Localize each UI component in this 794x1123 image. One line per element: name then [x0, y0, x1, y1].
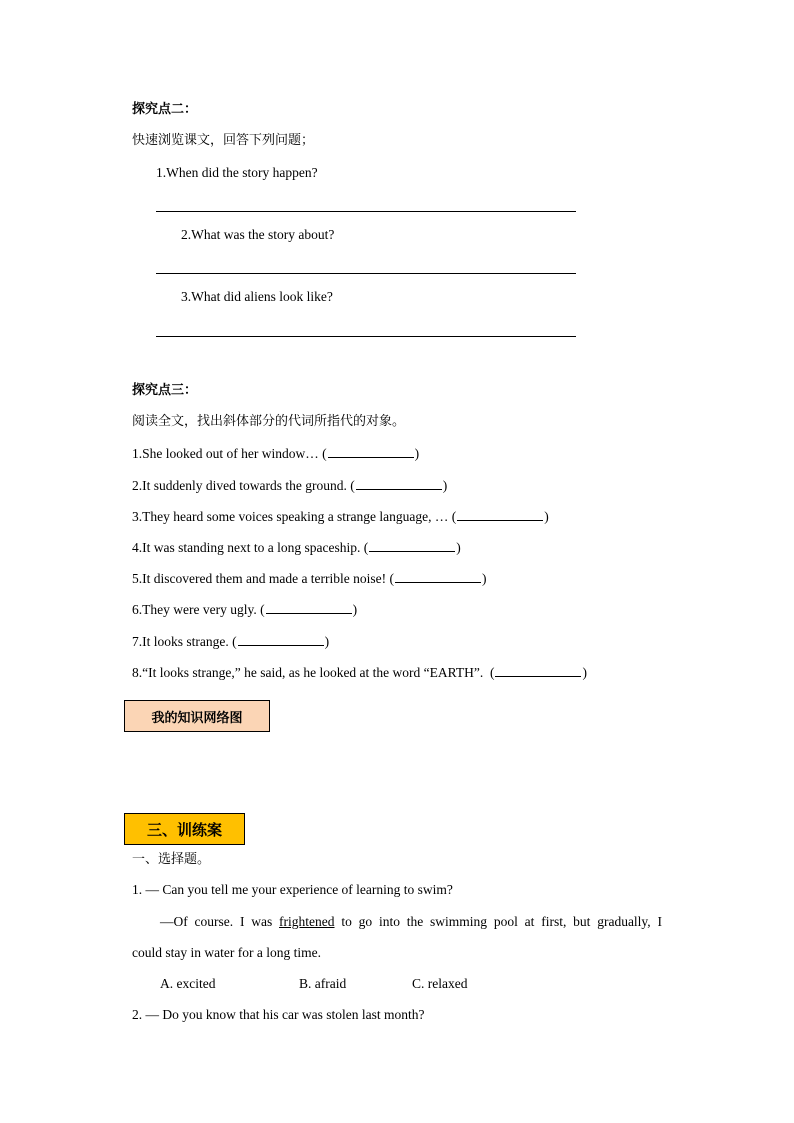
blank-field[interactable]	[495, 665, 581, 677]
pronoun-sentence: 2.It suddenly dived towards the ground.	[132, 478, 347, 493]
blank-field[interactable]	[266, 602, 352, 614]
answer-line-2	[156, 273, 576, 274]
option-c[interactable]: C. relaxed	[412, 976, 468, 991]
pronoun-sentence: 4.It was standing next to a long spaceship.	[132, 540, 361, 555]
pronoun-sentence: 1.She looked out of her window…	[132, 446, 319, 461]
pronoun-item-6: 6.They were very ugly. ( )	[132, 602, 358, 617]
section2-instruction: 快速浏览课文，回答下列问题；	[132, 133, 315, 148]
word: to	[341, 914, 352, 929]
pronoun-sentence: 3.They heard some voices speaking a strange language, …	[132, 509, 449, 524]
section2-question-2: 2.What was the story about?	[181, 227, 335, 242]
pronoun-item-1: 1.She looked out of her window… ( )	[132, 446, 420, 461]
training-title: 三、训练案	[146, 820, 222, 839]
answer-line-3	[156, 336, 576, 337]
question-1-prompt: 1. — Can you tell me your experience of learning to swim?	[132, 882, 453, 897]
blank-field[interactable]	[328, 446, 414, 458]
question-1-answer-line	[160, 914, 662, 930]
blank-field[interactable]	[395, 571, 481, 583]
multiple-choice-heading: 一、选择题。	[132, 852, 211, 867]
answer-line-1	[156, 211, 576, 212]
word: into	[378, 914, 400, 929]
word: —Of	[160, 914, 188, 929]
section2-heading: 探究点二：	[132, 102, 198, 117]
word: gradually,	[597, 914, 651, 929]
underlined-keyword: frightened	[279, 914, 335, 929]
pronoun-sentence: 5.It discovered them and made a terrible noise!	[132, 571, 387, 586]
section2-question-1: 1.When did the story happen?	[156, 165, 318, 180]
word: course.	[194, 914, 234, 929]
word: swimming	[430, 914, 488, 929]
word: I	[239, 914, 245, 929]
pronoun-sentence: 8.“It looks strange,” he said, as he looked at the word “EARTH”.	[132, 665, 484, 680]
word: pool	[493, 914, 518, 929]
word: go	[358, 914, 373, 929]
pronoun-item-7: 7.It looks strange. ( )	[132, 634, 330, 649]
word: at	[524, 914, 535, 929]
option-a[interactable]: A. excited	[160, 976, 216, 991]
word: was	[251, 914, 273, 929]
blank-field[interactable]	[356, 478, 442, 490]
question-1-answer-line-2: could stay in water for a long time.	[132, 945, 321, 960]
word: the	[406, 914, 424, 929]
pronoun-item-2: 2.It suddenly dived towards the ground. ( )	[132, 478, 448, 493]
word: but	[573, 914, 591, 929]
word: first,	[541, 914, 567, 929]
pronoun-item-5: 5.It discovered them and made a terrible noise! ( )	[132, 571, 487, 586]
section2-question-3: 3.What did aliens look like?	[181, 289, 333, 304]
option-b[interactable]: B. afraid	[299, 976, 347, 991]
blank-field[interactable]	[369, 540, 455, 552]
pronoun-item-8: 8.“It looks strange,” he said, as he looked at the word “EARTH”. ( )	[132, 665, 587, 680]
word: I	[657, 914, 662, 929]
knowledge-map-box	[124, 700, 270, 732]
pronoun-item-4: 4.It was standing next to a long spaceship. ( )	[132, 540, 461, 555]
blank-field[interactable]	[457, 509, 543, 521]
pronoun-item-3: 3.They heard some voices speaking a strange language, … ( )	[132, 509, 549, 524]
section3-instruction: 阅读全文，找出斜体部分的代词所指代的对象。	[132, 414, 406, 429]
blank-field[interactable]	[238, 634, 324, 646]
knowledge-map-label: 我的知识网络图	[151, 710, 243, 726]
section3-heading: 探究点三：	[132, 383, 198, 398]
question-2-prompt: 2. — Do you know that his car was stolen last month?	[132, 1007, 425, 1022]
pronoun-sentence: 7.It looks strange.	[132, 634, 229, 649]
training-title-box	[124, 813, 245, 845]
pronoun-sentence: 6.They were very ugly.	[132, 602, 257, 617]
